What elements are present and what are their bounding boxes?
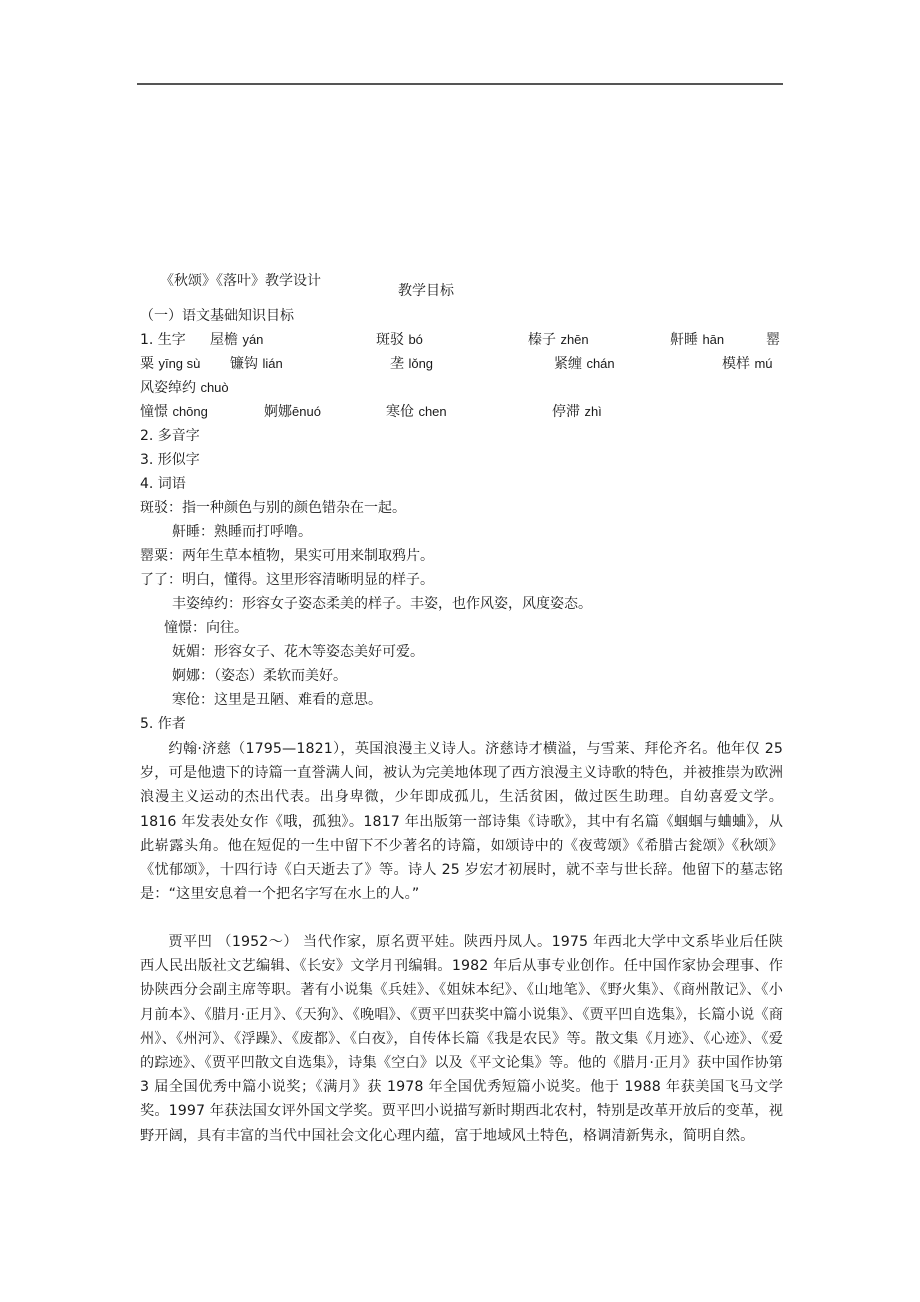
vocab-item [670, 328, 724, 352]
item-similar-chars: 3. 形似字 [140, 452, 200, 468]
vocab-pinyin: lǒng [408, 356, 434, 371]
document-title: 《秋颂》《落叶》教学设计 [160, 273, 321, 289]
vocab-pinyin: mú [754, 356, 773, 371]
definition: 鼾睡：熟睡而打呼噜。 [172, 524, 312, 540]
vocab-pinyin: zhēn [560, 332, 589, 347]
vocab-word: 榛子 [528, 332, 556, 348]
vocab-word: 斑驳 [376, 332, 404, 348]
vocab-item [390, 352, 433, 376]
item-words: 4. 词语 [140, 476, 186, 492]
author-paragraph-jia: 贾平凹 （1952～） 当代作家，原名贾平娃。陕西丹凤人。1975 年西北大学中文系毕业后任陕西人民出版社文艺编辑、《长安》文学月刊编辑。1982 年后从事专业创作。任中国作家协会理事、作协陕西分会副主席等职。著有小说集《兵娃》、《姐妹本纪》、《山地笔》、《野火集》、《商州散记》、《小月前本》、《腊月·正月》、《天狗》、《晚唱》、《贾平凹获奖中篇小说集》、《贾平凹自选集》，长篇小说《商州》、《州河》、《浮躁》、《废都》、《白夜》，自传体长篇《我是农民》等。散文集《月迹》、《心迹》、《爱的踪迹》、《贾平凹散文自选集》，诗集《空白》以及《平文论集》等。他的《腊月·正月》获中国作协第 3 届全国优秀中篇小说奖；《满月》获 1978 年全国优秀短篇小说奖。他于 1988 年获美国飞马文学奖。1997 年获法国女评外国文学奖。贾平凹小说描写新时期西北农村，特别是改革开放后的变革，视野开阔，具有丰富的当代中国社会文化心理内蕴，富于地域风土特色，格调清新隽永，简明自然。 [140, 934, 783, 1144]
definition: 斑驳：指一种颜色与别的颜色错杂在一起。 [140, 500, 406, 516]
item-polyphonic: 2. 多音字 [140, 428, 200, 444]
vocab-pinyin: ēnuó [292, 404, 321, 419]
vocab-pinyin: zhì [584, 404, 602, 419]
vocab-pinyin: bó [408, 332, 423, 347]
vocab-item [140, 352, 200, 376]
subsection-heading: （一）语文基础知识目标 [140, 308, 294, 324]
vocab-item [554, 352, 615, 376]
definition: 婀娜：（姿态）柔软而美好。 [172, 668, 347, 684]
vocab-item [386, 400, 447, 424]
vocab-word: 憧憬 [140, 404, 168, 420]
vocab-word: 模样 [722, 356, 750, 372]
vocab-item [264, 400, 321, 424]
vocab-word: 鼾睡 [670, 332, 698, 348]
vocab-pinyin: yīng sù [158, 356, 201, 371]
vocab-label: 1. 生字 [140, 332, 186, 348]
vocab-item [140, 376, 229, 400]
definition: 憧憬：向往。 [164, 620, 248, 636]
vocab-item [552, 400, 602, 424]
vocab-item [140, 400, 208, 424]
section-heading: 教学目标 [398, 283, 454, 299]
vocab-word: 风姿绰约 [140, 380, 196, 396]
vocab-pinyin: hān [702, 332, 725, 347]
vocab-item [230, 352, 283, 376]
vocab-word: 垄 [390, 356, 404, 372]
definition: 了了：明白，懂得。这里形容清晰明显的样子。 [140, 572, 434, 588]
vocab-item [376, 328, 423, 352]
vocab-item [528, 328, 589, 352]
author-paragraph-keats: 约翰·济慈（1795—1821），英国浪漫主义诗人。济慈诗才横溢，与雪莱、拜伦齐名。他年仅 25 岁，可是他遗下的诗篇一直誉满人间，被认为完美地体现了西方浪漫主义诗歌的特色，并被推崇为欧洲浪漫主义运动的杰出代表。出身卑微，少年即成孤儿，生活贫困，做过医生助理。自幼喜爱文学。1816 年发表处女作《哦，孤独》。1817 年出版第一部诗集《诗歌》，其中有名篇《蝈蝈与蛐蛐》，从此崭露头角。他在短促的一生中留下不少著名的诗篇，如颂诗中的《夜莺颂》《希腊古瓮颂》《秋颂》《忧郁颂》，十四行诗《白天逝去了》等。诗人 25 岁宏才初展时，就不幸与世长辞。他留下的墓志铭是：“这里安息着一个把名字写在水上的人。” [140, 741, 783, 903]
vocab-pinyin: lián [262, 356, 283, 371]
definition: 寒伧：这里是丑陋、难看的意思。 [172, 692, 382, 708]
vocab-pinyin: yán [242, 332, 264, 347]
vocab-word: 屋檐 [210, 332, 238, 348]
vocab-pinyin: chōng [172, 404, 208, 419]
vocab-word: 婀娜 [264, 404, 292, 420]
header-rule [137, 83, 783, 85]
item-author: 5. 作者 [140, 716, 186, 732]
vocab-word: 粟 [140, 356, 154, 372]
vocab-pinyin: chuò [200, 380, 229, 395]
vocab-word: 紧缠 [554, 356, 582, 372]
vocab-word: 镰钩 [230, 356, 258, 372]
vocab-pinyin: chen [418, 404, 447, 419]
definition: 妩媚：形容女子、花木等姿态美好可爱。 [172, 644, 424, 660]
vocab-word: 寒伧 [386, 404, 414, 420]
vocab-word: 罂 [766, 332, 780, 348]
definition: 丰姿绰约：形容女子姿态柔美的样子。丰姿，也作风姿，风度姿态。 [172, 596, 592, 612]
definition: 罂粟：两年生草本植物，果实可用来制取鸦片。 [140, 548, 434, 564]
vocab-item [210, 328, 263, 352]
vocab-item [766, 328, 780, 352]
vocab-word: 停滞 [552, 404, 580, 420]
vocab-item [722, 352, 773, 376]
vocab-pinyin: chán [586, 356, 615, 371]
